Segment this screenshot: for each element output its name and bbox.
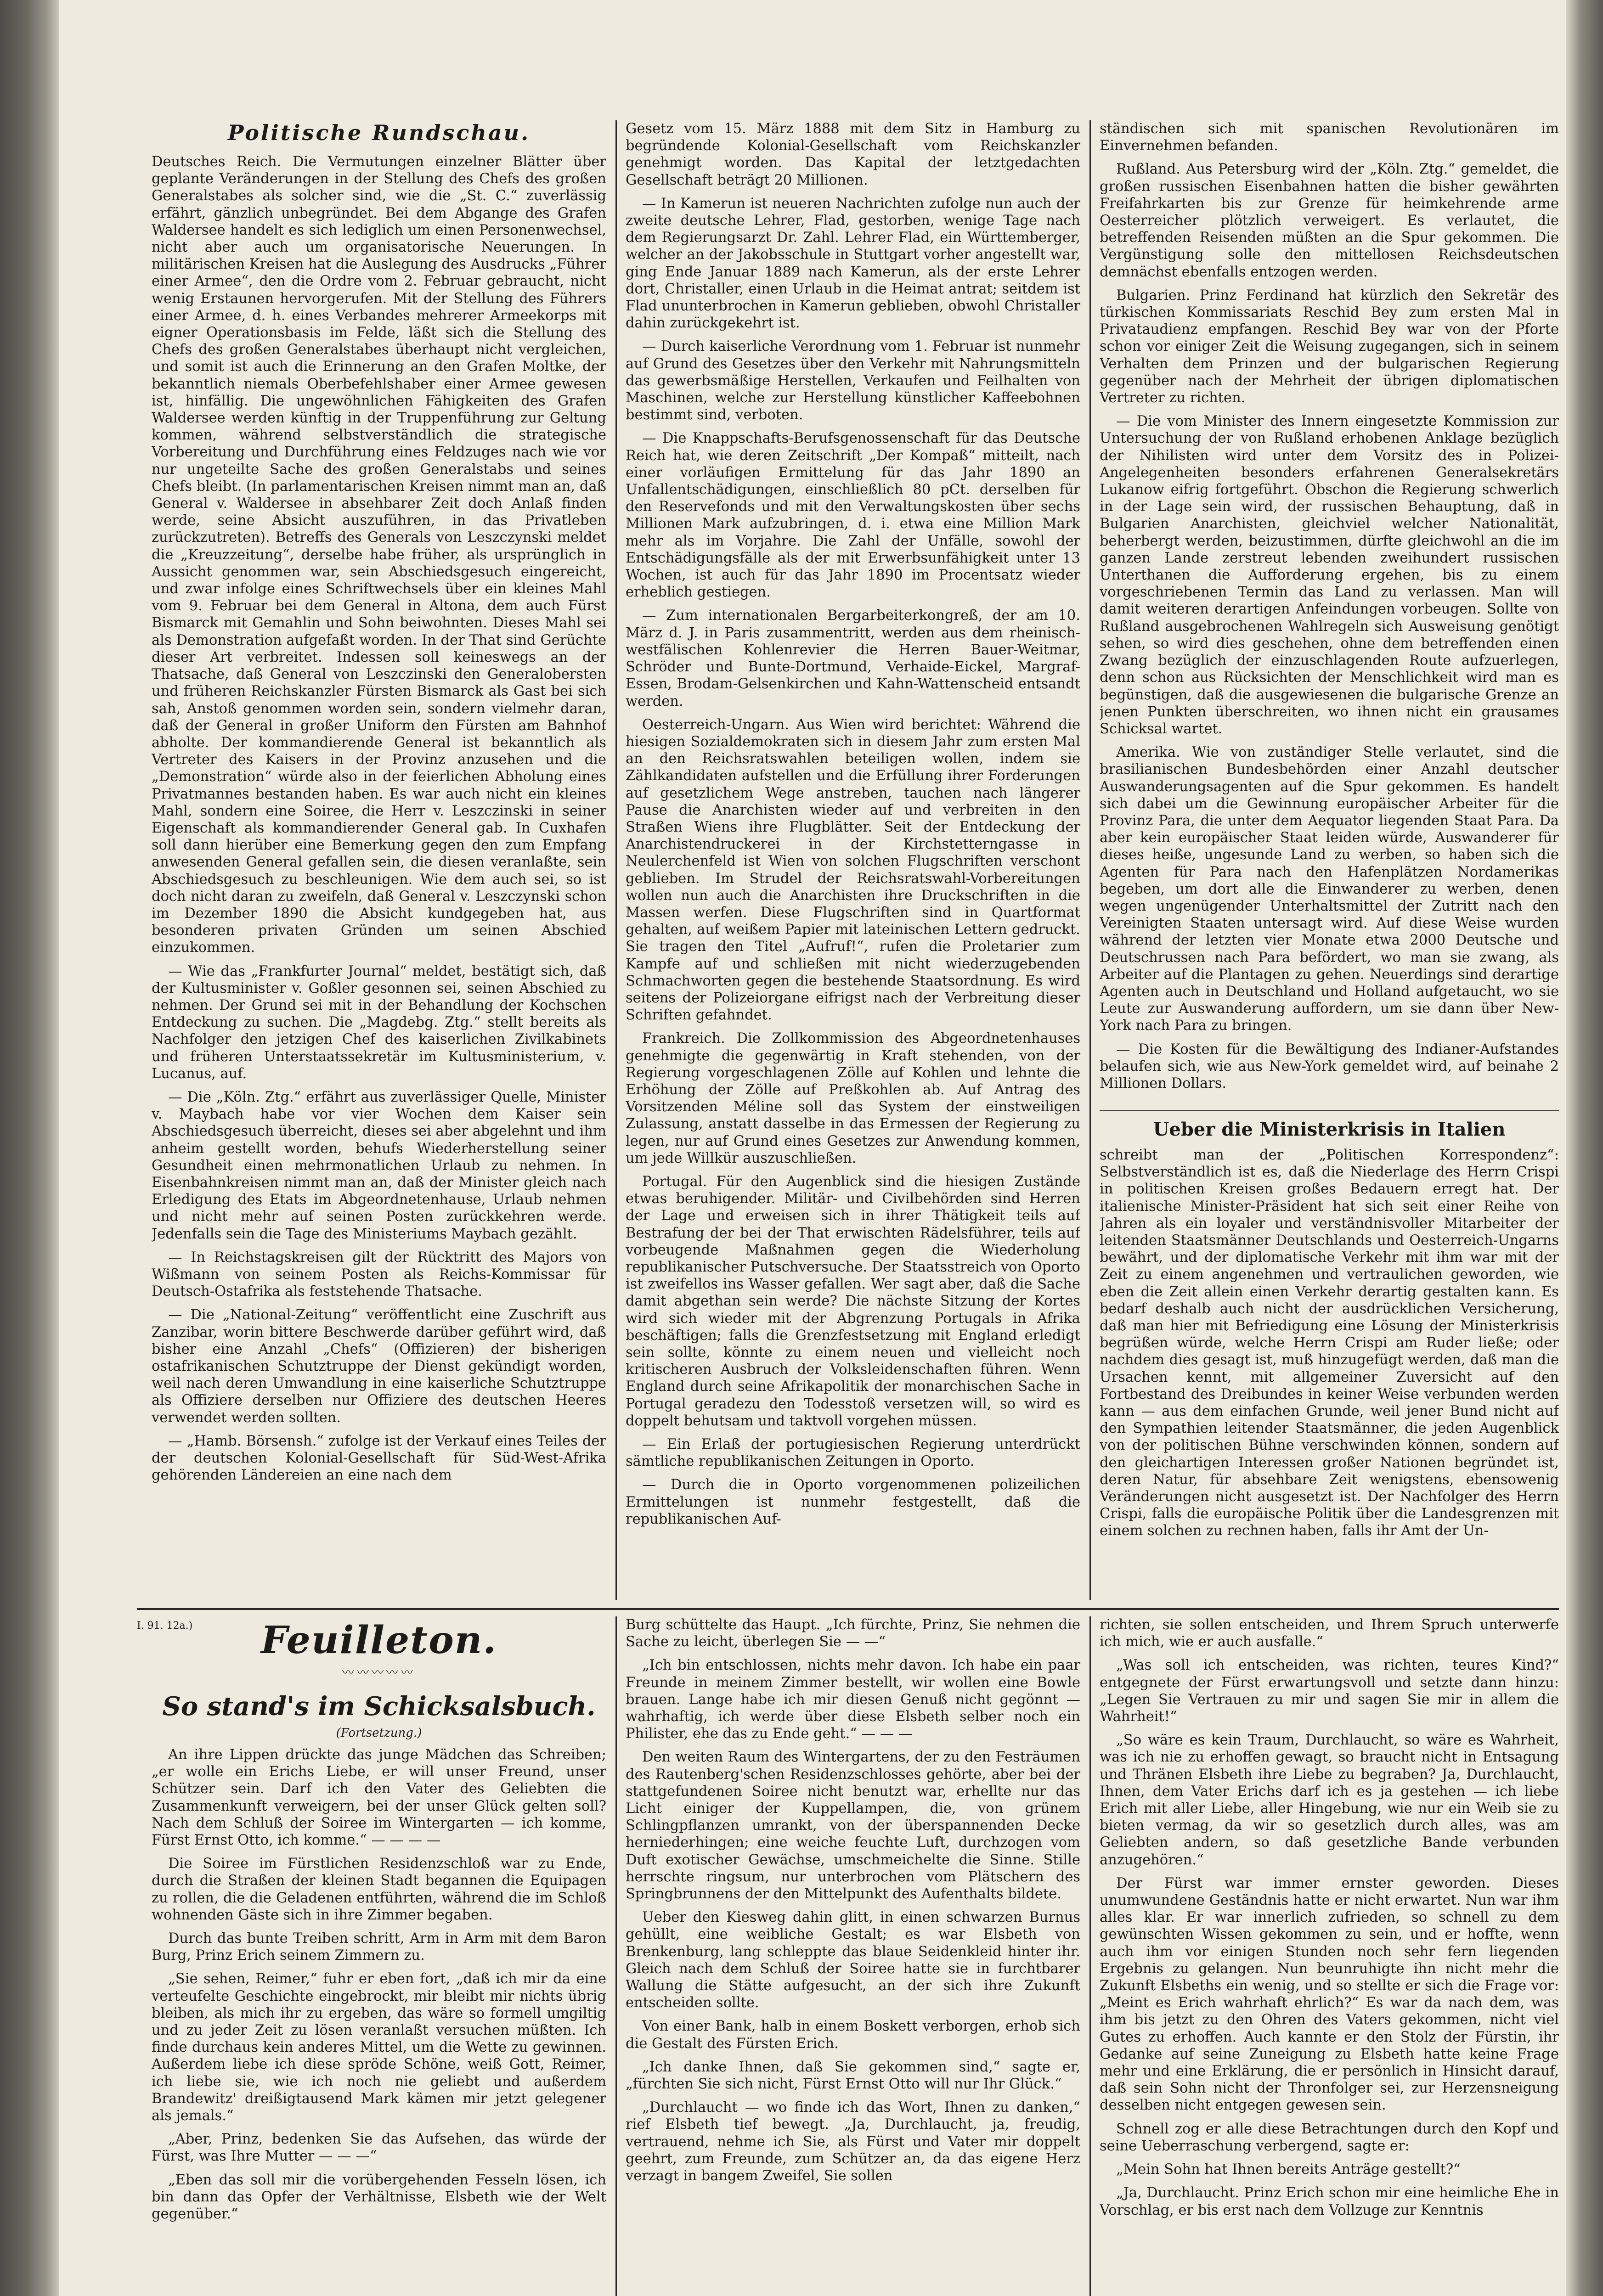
story-paragraph: „Eben das soll mir die vorübergehenden Fesseln lösen, ich bin dann das Opfer der Verhältnisse, Elsbeth wie der Welt gegenüber.“	[152, 2172, 606, 2223]
story-paragraph: Burg schüttelte das Haupt. „Ich fürchte, Prinz, Sie nehmen die Sache zu leicht, überlegen Sie — —“	[626, 1617, 1080, 1650]
feuilleton-divider	[137, 1608, 1559, 1610]
politics-paragraph: — Die Kosten für die Bewältigung des Indianer-Aufstandes belaufen sich, wie aus New-York gemeldet wird, auf beinahe 2 Millionen Dollars.	[1100, 1041, 1559, 1092]
story-paragraph: „Durchlaucht — wo finde ich das Wort, Ihnen zu danken,“ rief Elsbeth tief bewegt. „Ja, Durchlaucht, ja, freudig, vertrauend, nehme ich Sie, als Fürst und Vater mir doppelt geehrt, zum Freunde, zum Schützer an, da das eigene Herz verzagt in bangem Zweifel, Sie sollen	[626, 2099, 1080, 2184]
politics-paragraph: Rußland. Aus Petersburg wird der „Köln. Ztg.“ gemeldet, die großen russischen Eisenbahnen hatten die bisher gewährten Freifahrkarten bis zur Grenze für heimkehrende arme Oesterreicher plötzlich verweigert. Es verlautet, die betreffenden Reisenden müßten an die Spur gekommen. Die Vergünstigung solle den mittellosen Reichsdeutschen demnächst ebenfalls entzogen werden.	[1100, 161, 1559, 280]
story-paragraph: „Aber, Prinz, bedenken Sie das Aufsehen, das würde der Fürst, was Ihre Mutter — — —“	[152, 2131, 606, 2165]
politics-heading: Politische Rundschau.	[227, 120, 531, 145]
story-paragraph: An ihre Lippen drückte das junge Mädchen das Schreiben; „er wolle ein Erichs Liebe, er will unser Freund, unser Schützer sein. Darf ich den Vater des Geliebten die Zusammenkunft verweigern, bei der unser Glück gelten soll? Nach dem Schluß der Soiree im Wintergarten — ich komme, Fürst Ernst Otto, ich komme.“ — — — —	[152, 1747, 606, 1849]
politics-paragraph: — Durch die in Oporto vorgenommenen polizeilichen Ermittelungen ist nunmehr festgestellt, daß die republikanischen Auf-	[626, 1477, 1080, 1527]
politics-paragraph: — „Hamb. Börsensh.“ zufolge ist der Verkauf eines Teiles der der deutschen Kolonial-Gesellschaft für Süd-West-Afrika gehörenden Ländereien an eine nach dem	[152, 1433, 606, 1484]
politics-paragraph: — In Kamerun ist neueren Nachrichten zufolge nun auch der zweite deutsche Lehrer, Flad, gestorben, wenige Tage nach dem Regierungsarzt Dr. Zahl. Lehrer Flad, ein Württemberger, welcher an der Jakobsschule in Stuttgart vorher angestellt war, ging Ende Januar 1889 nach Kamerun, als der erste Lehrer dort, Christaller, einen Urlaub in die Heimat antrat; seitdem ist Flad ununterbrochen in Kamerun geblieben, obwohl Christaller dahin zurückgekehrt ist.	[626, 195, 1080, 332]
politics-paragraph: — Wie das „Frankfurter Journal“ meldet, bestätigt sich, daß der Kultusminister v. Goßler gesonnen sei, seinen Abschied zu nehmen. Der Grund sei mit in der Behandlung der Kochschen Entdeckung zu suchen. Die „Magdebg. Ztg.“ stellt bereits als Nachfolger den jetzigen Chef des kaiserlichen Zivilkabinets und früheren Unterstaatssekretär im Kultusministerium, v. Lucanus, auf.	[152, 963, 606, 1082]
story-paragraph: „Sie sehen, Reimer,“ fuhr er eben fort, „daß ich mir da eine verteufelte Geschichte eingebrockt, mir bleibt mir nichts übrig bleiben, als mich ihr zu ergeben, das wäre so formell umgiltig und zu jeder Zeit zu lösen veranlaßt versuchen müßten. Ich finde durchaus kein anderes Mittel, um die Wette zu gewinnen. Außerdem liebe ich diese spröde Schöne, weiß Gott, Reimer, ich liebe sie, wie ich noch nie geliebt und außerdem Brandewitz' dreißigtausend Mark kämen mir jetzt gelegener als jemals.“	[152, 1971, 606, 2124]
story-paragraph: richten, sie sollen entscheiden, und Ihrem Spruch unterwerfe ich mich, wie er auch ausfalle.“	[1100, 1617, 1559, 1650]
politics-column-1	[152, 120, 606, 1600]
feuilleton-column-1	[152, 1616, 606, 2296]
story-paragraph: „Ich danke Ihnen, daß Sie gekommen sind,“ sagte er, „fürchten Sie sich nicht, Fürst Ernst Otto will nur Ihr Glück.“	[626, 2059, 1080, 2093]
story-paragraph: „Was soll ich entscheiden, was richten, teures Kind?“ entgegnete der Fürst erwartungsvoll und setzte dann hinzu: „Legen Sie Vertrauen zu mir und sagen Sie mir in allem die Wahrheit!“	[1100, 1657, 1559, 1725]
story-paragraph: „Ja, Durchlaucht. Prinz Erich schon mir eine heimliche Ehe in Vorschlag, er bis erst nach dem Vollzuge zur Kenntnis	[1100, 2185, 1559, 2218]
feuilleton-column-2	[626, 1616, 1080, 2296]
continuation-note: (Fortsetzung.)	[336, 1726, 422, 1740]
politics-paragraph: — Die vom Minister des Innern eingesetzte Kommission zur Untersuchung der von Rußland erhobenen Anklage bezüglich der Nihilisten wird unter dem Vorsitz des in Polizei-Angelegenheiten besonders erfahrenen Generalsekretärs Lukanow eifrig fortgeführt. Obschon die Regierung schwerlich in der Lage sein wird, der russischen Behauptung, daß in Bulgarien Anarchisten, gleichviel welcher Nationalität, beherbergt werden, beizustimmen, dürfte gleichwohl an die im ganzen Lande zerstreut lebenden zweihundert russischen Unterthanen die Aufforderung ergehen, bis zu einem vorgeschriebenen Termin das Land zu verlassen. Man will damit weiteren derartigen Anfeindungen vorbeugen. Sollte von Rußland ausgebrochenen Wahlregeln sich Ausweisung genötigt sehen, so wird dies geschehen, ohne dem betreffenden einen Zwang bezüglich der einzuschlagenden Route aufzuerlegen, denn schon aus Rücksichten der Menschlichkeit wird man es begünstigen, daß die ausgewiesenen die bulgarische Grenze an jenen Punkten überschreiten, wo ihnen nicht ein grausames Schicksal wartet.	[1100, 413, 1559, 737]
issue-marker: I. 91. 12a.)	[137, 1620, 193, 1632]
politics-paragraph: ständischen sich mit spanischen Revolutionären im Einvernehmen befanden.	[1100, 121, 1559, 154]
politics-paragraph: Amerika. Wie von zuständiger Stelle verlautet, sind die brasilianischen Bundesbehörden einer Anzahl deutscher Auswanderungsagenten auf die Spur gekommen. Es handelt sich dabei um die Gewinnung europäischer Arbeiter für die Provinz Para, die unter dem Aequator liegenden Staat Para. Da aber kein europäischer Staat leiden würde, Auswanderer für dieses heiße, ungesunde Land zu werben, so haben sich die Agenten für Para nach den Hafenplätzen Nordamerikas begeben, um dort alle die Einwanderer zu werben, denen wegen ungenügender Unterhaltsmittel der Zutritt nach den Vereinigten Staaten untersagt wird. Auf diese Weise wurden während der letzten vier Monate etwa 2000 Deutsche und Deutschrussen nach Para befördert, wo man sie zwang, als Arbeiter auf die Plantagen zu gehen. Neuerdings sind derartige Agenten auch in Deutschland und Holland aufgetaucht, wo sie Leute zur Auswanderung auffordern, um sie dann über New-York nach Para zu bringen.	[1100, 744, 1559, 1034]
politics-paragraph: — Die „National-Zeitung“ veröffentlicht eine Zuschrift aus Zanzibar, worin bittere Beschwerde darüber geführt wird, daß bisher eine Anzahl „Chefs“ (Offizieren) der bisherigen ostafrikanischen Schutztruppe der Dienst gekündigt worden, weil nach deren Umwandlung in eine kaiserliche Schutztruppe als Offiziere derselben nur Offiziere des deutschen Heeres verwendet werden sollten.	[152, 1307, 606, 1426]
story-paragraph: „Mein Sohn hat Ihnen bereits Anträge gestellt?“	[1116, 2161, 1461, 2178]
italy-heading: Ueber die Ministerkrisis in Italien	[1153, 1119, 1506, 1140]
politics-column-2	[626, 120, 1080, 1600]
politics-paragraph: Deutsches Reich. Die Vermutungen einzelner Blätter über geplante Veränderungen in der Stellung des Chefs des großen Generalstabes als solcher sind, wie die „St. C.“ zuverlässig erfährt, gänzlich unbegründet. Bei dem Abgange des Grafen Waldersee handelt es sich lediglich um einen Personenwechsel, nicht aber auch um organisatorische Neuerungen. In militärischen Kreisen hat die Auslegung des Ausdrucks „Führer einer Armee“, den die Ordre vom 2. Februar gebraucht, nicht wenig Erstaunen hervorgerufen. Mit der Stellung des Führers einer Armee, d. h. eines Verbandes mehrerer Armeekorps mit eigner Operationsbasis im Felde, läßt sich die Stellung des Chefs des großen Generalstabes überhaupt nicht vergleichen, und somit ist auch die Erinnerung an den Grafen Moltke, der bekanntlich niemals Oberbefehlshaber einer Armee gewesen ist, hinfällig. Die ungewöhnlichen Fähigkeiten des Grafen Waldersee werden künftig in der Truppenführung zur Geltung kommen, während selbstverständlich die strategische Vorbereitung und Durchführung eines Feldzuges nach wie vor nur ungeteilte Sache des großen Generalstabs und seines Chefs bleibt. (In parlamentarischen Kreisen nimmt man an, daß General v. Waldersee in absehbarer Zeit doch Anlaß finden werde, seine Absicht auszuführen, in das Privatleben zurückzutreten). Betreffs des Generals von Leszczynski meldet die „Kreuzzeitung“, derselbe habe früher, als ursprünglich in Aussicht genommen war, sein Abschiedsgesuch eingereicht, und zwar infolge eines Schriftwechsels über ein kleines Mahl vom 9. Februar bei dem General in Altona, dem auch Fürst Bismarck mit Gemahlin und Sohn beiwohnten. Dieses Mahl sei als Demonstration aufgefaßt worden. In der That sind Gerüchte dieser Art verbreitet. Indessen soll keineswegs an der Thatsache, daß General von Leszczinski den Generalobersten und früheren Reichskanzler Fürsten Bismarck als Gast bei sich sah, Anstoß genommen worden sein, sondern vielmehr daran, daß der General in großer Uniform den Fürsten am Bahnhof abholte. Der kommandierende General ist bekanntlich als Vertreter des Kaisers in der Provinz anzusehen und die „Demonstration“ würde also in der feierlichen Abholung eines Privatmannes bestanden haben. Es war auch nicht ein kleines Mahl, sondern eine Soiree, die Herr v. Leszczinski in seiner Eigenschaft als kommandierender General gab. In Cuxhafen soll dann hierüber eine Bemerkung gegen den zum Empfang anwesenden General gefallen sein, die diesen veranlaßte, sein Abschiedsgesuch zu beschleunigen. Wie dem auch sei, so ist doch nicht daran zu zweifeln, daß General v. Leszczynski schon im Dezember 1890 die Absicht kundgegeben hat, aus besonderen privaten Gründen um seinen Abschied einzukommen.	[152, 154, 606, 956]
story-paragraph: Ueber den Kiesweg dahin glitt, in einen schwarzen Burnus gehüllt, eine weibliche Gestalt; es war Elsbeth von Brenkenburg, lang schleppte das blaue Seidenkleid hinter ihr. Gleich nach dem Schluß der Soiree hatte sie in furchtbarer Wallung die Stätte aufgesucht, an der sich ihre Zukunft entscheiden sollte.	[626, 1909, 1080, 2011]
politics-paragraph: Portugal. Für den Augenblick sind die hiesigen Zustände etwas beruhigender. Militär- und Civilbehörden sind Herren der Lage und erweisen sich in ihrer Thätigkeit teils auf Bestrafung der bei der That erwischten Rädelsführer, teils auf vorbeugende Maßnahmen gegen die Wiederholung republikanischer Putschversuche. Der Staatsstreich von Oporto ist zweifellos ins Wasser gefallen. Wer sagt aber, daß die Sache damit abgethan sein werde? Die nächste Sitzung der Kortes wird sich wieder mit der Abgrenzung Portugals in Afrika beschäftigen; falls die Grenzfestsetzung mit England erledigt sein sollte, könnte zu einem neuen und vielleicht noch kritischeren Ausbruch der Volksleidenschaften führen. Wenn England durch seine Afrikapolitik der monarchischen Sache in Portugal geradezu den Todesstoß versetzen will, so wird es doppelt behutsam und taktvoll vorgehen müssen.	[626, 1173, 1080, 1429]
italy-article	[1100, 1115, 1559, 1600]
politics-paragraph: — Zum internationalen Bergarbeiterkongreß, der am 10. März d. J. in Paris zusammentritt, werden aus dem rheinisch-westfälischen Kohlenrevier die Herren Bauer-Weitmar, Schröder und Bunte-Dortmund, Verhaide-Eickel, Margraf-Essen, Brodam-Gelsenkirchen und Kahn-Wattenscheid entsandt werden.	[626, 608, 1080, 709]
binding-left-shadow	[0, 0, 59, 2296]
politics-paragraph: Bulgarien. Prinz Ferdinand hat kürzlich den Sekretär des türkischen Kommissariats Reschid Bey zum ersten Mal in Privataudienz empfangen. Reschid Bey war von der Pforte schon vor einiger Zeit die Weisung zugegangen, sich in seinem Verhalten dem Prinzen und der bulgarischen Regierung gegenüber nach der Mehrheit der übrigen diplomatischen Vertreter zu richten.	[1100, 287, 1559, 406]
story-paragraph: Die Soiree im Fürstlichen Residenzschloß war zu Ende, durch die Straßen der kleinen Stadt begannen die Equipagen zu rollen, die die Geladenen entführten, während die im Schloß wohnenden Gäste sich in ihre Zimmer begaben.	[152, 1856, 606, 1923]
column-rule	[615, 120, 617, 1600]
italy-paragraph: schreibt man der „Politischen Korrespondenz“: Selbstverständlich ist es, daß die Niederlage des Herrn Crispi in politischen Kreisen großes Bedauern erregt hat. Der italienische Minister-Präsident hat sich seit einer Reihe von Jahren als ein loyaler und verständnisvoller Mitarbeiter der leitenden Staatsmänner Deutschlands und Oesterreich-Ungarns bewährt, und der diplomatische Verkehr mit ihm war mit der Zeit zu einem angenehmen und vertraulichen geworden, wie eben die Zeit allein einen Verkehr derartig gestalten kann. Es bedarf deshalb auch nicht der ausdrücklichen Versicherung, daß man hier mit Befriedigung eine Lösung der Ministerkrisis begrüßen würde, welche Herrn Crispi am Ruder ließe; oder nachdem dies gesagt ist, muß hinzugefügt werden, daß man die Ursachen kennt, mit allgemeiner Zuversicht auf den Fortbestand des Dreibundes in keiner Weise verbunden werden kann — aus dem einfachen Grunde, weil jener Bund nicht auf den Sympathien leitender Staatsmänner, die jeden Augenblick von der politischen Bühne verschwinden können, sondern auf den gleichartigen Interessen großer Nationen begründet ist, deren Natur, für absehbare Zeit wenigstens, ebensowenig Veränderungen nicht ausgesetzt ist. Der Nachfolger des Herrn Crispi, falls die europäische Politik über die Landesgrenzen mit einem solchen zu rechnen haben, falls ihr Amt der Un-	[1100, 1147, 1559, 1539]
title-ornament: 〰〰〰〰〰	[342, 1666, 416, 1680]
story-paragraph: „Ich bin entschlossen, nichts mehr davon. Ich habe ein paar Freunde in meinem Zimmer bestellt, wir wollen eine Bowle brauen. Lange habe ich mir diesen Genuß nicht gegönnt — wahrhaftig, ich werde über diese Elsbeth selber noch ein Philister, ehe das zu Ende geht.“ — — —	[626, 1657, 1080, 1742]
politics-paragraph: Frankreich. Die Zollkommission des Abgeordnetenhauses genehmigte die gegenwärtig in Kraft stehenden, von der Regierung vorgeschlagenen Zölle auf Kohlen und lehnte die Erhöhung der Zölle auf Preßkohlen ab. Auf Antrag des Vorsitzenden Méline soll das System der einstweiligen Zulassung, anstatt dasselbe in das Ermessen der Regierung zu legen, nur auf Grund eines Gesetzes zur Anwendung kommen, um jede Willkür auszuschließen.	[626, 1030, 1080, 1166]
column-rule	[1089, 120, 1091, 1600]
politics-paragraph: — In Reichstagskreisen gilt der Rücktritt des Majors von Wißmann von seinem Posten als Reichs-Kommissar für Deutsch-Ostafrika als feststehende Thatsache.	[152, 1249, 606, 1300]
politics-paragraph: — Die „Köln. Ztg.“ erfährt aus zuverlässiger Quelle, Minister v. Maybach habe vor vier Wochen dem Kaiser sein Abschiedsgesuch überreicht, dieses sei aber abgelehnt und ihm anheim gestellt worden, behufs Wiederherstellung seiner Gesundheit einen mehrmonatlichen Urlaub zu nehmen. In Eisenbahnkreisen nimmt man an, daß der Minister gleich nach Erledigung des Etats im Abgeordnetenhause, Urlaub nehmen und nicht mehr auf seinen Posten zurückkehren werde. Jedenfalls sein die Tage des Ministeriums Maybach gezählt.	[152, 1089, 606, 1242]
politics-paragraph: Oesterreich-Ungarn. Aus Wien wird berichtet: Während die hiesigen Sozialdemokraten sich in diesem Jahr zum ersten Mal an den Reichsratswahlen beteiligen wollen, indem sie Zählkandidaten aufstellen und die Erfüllung ihrer Forderungen auf gesetzlichem Wege anstreben, tauchen nach längerer Pause die Anarchisten wieder auf und verbreiten in den Straßen Wiens ihre Flugblätter. Seit der Entdeckung der Anarchistendruckerei in der Kirchstetterngasse in Neulerchenfeld ist Wien von solchen Flugschriften verschont geblieben. Im Strudel der Reichsratswahl-Vorbereitungen wollen nun auch die Anarchisten ihre Druckschriften in die Massen werfen. Diese Flugschriften sind in Quartformat gehalten, auf weißem Papier mit lateinischen Lettern gedruckt. Sie tragen den Titel „Aufruf!“, rufen die Proletarier zum Kampfe auf und schließen mit nicht wiederzugebenden Schmachworten gegen die bestehende Staatsordnung. Es wird seitens der Polizeiorgane eifrigst nach der Verbreitung dieser Schriften gefahndet.	[626, 716, 1080, 1024]
politics-paragraph: — Durch kaiserliche Verordnung vom 1. Februar ist nunmehr auf Grund des Gesetzes über den Verkehr mit Nahrungsmitteln das gewerbsmäßige Herstellen, Verkaufen und Feilhalten von Maschinen, welche zur Herstellung künstlicher Kaffeebohnen bestimmt sind, verboten.	[626, 338, 1080, 423]
binding-right-shadow	[1566, 0, 1603, 2296]
feuilleton-title: Feuilleton.	[261, 1618, 497, 1662]
story-paragraph: Durch das bunte Treiben schritt, Arm in Arm mit dem Baron Burg, Prinz Erich seinem Zimmern zu.	[152, 1930, 606, 1964]
section-rule	[1100, 1110, 1559, 1111]
story-paragraph: Den weiten Raum des Wintergartens, der zu den Festräumen des Rautenberg'schen Residenzschlosses gehörte, aber bei der stattgefundenen Soiree nicht benutzt war, erhellte nur das Licht einiger der Kuppellampen, die, von grünem Schlingpflanzen umrankt, von der überspannenden Decke herniederhingen; eine weiche feuchte Luft, durchzogen vom Duft exotischer Gewächse, umschmeichelte die Sinne. Stille herrschte ringsum, nur unterbrochen vom Plätschern des Springbrunnens der den Mittelpunkt des Aufenthalts bildete.	[626, 1749, 1080, 1902]
politics-paragraph: — Ein Erlaß der portugiesischen Regierung unterdrückt sämtliche republikanischen Zeitungen in Oporto.	[626, 1436, 1080, 1470]
story-paragraph: Der Fürst war immer ernster geworden. Dieses unumwundene Geständnis hatte er nicht erwartet. Nun war ihm alles klar. Er war innerlich zufrieden, so schnell zu dem gewünschten Wissen gekommen zu sein, und er hoffte, wenn auch ihm vor einigen Stunden noch sehr fern liegenden Ergebnis zu gelangen. Nun beunruhigte ihn nicht mehr die Zukunft Elsbeths ein wenig, und so stellte er sich die Frage vor: „Meint es Erich wahrhaft ehrlich?“ Es war da nach dem, was ihm bis jetzt zu den Ohren des Vaters gekommen, nicht viel Gutes zu erhoffen. Auch kannte er den Stolz der Fürstin, ihr Gedanke auf seine Zuneigung zu Elsbeth hatte keine Frage mehr und eine Erklärung, die er persönlich in Hinsicht darauf, daß sein Sohn nicht der Thronfolger sei, zur Herzensneigung desselben nicht entgegen gewesen sein.	[1100, 1875, 1559, 2114]
feuilleton-column-3	[1100, 1616, 1559, 2296]
politics-column-3	[1100, 120, 1559, 1105]
story-title: So stand's im Schicksalsbuch.	[162, 1691, 596, 1722]
column-rule	[615, 1616, 617, 2296]
politics-paragraph: Gesetz vom 15. März 1888 mit dem Sitz in Hamburg zu begründende Kolonial-Gesellschaft vom Reichskanzler genehmigt worden. Das Kapital der letztgedachten Gesellschaft beträgt 20 Millionen.	[626, 121, 1080, 188]
story-paragraph: Von einer Bank, halb in einem Boskett verborgen, erhob sich die Gestalt des Fürsten Erich.	[626, 2018, 1080, 2052]
politics-paragraph: — Die Knappschafts-Berufsgenossenschaft für das Deutsche Reich hat, wie deren Zeitschrift „Der Kompaß“ mitteilt, nach einer vorläufigen Ermittelung für das Jahr 1890 an Unfallentschädigungen, einschließlich 80 pCt. derselben für den Reservefonds und mit den Verwaltungskosten über sechs Millionen Mark aufzubringen, d. i. etwa eine Million Mark mehr als im Vorjahre. Die Zahl der Unfälle, sowohl der Entschädigungsfälle als der mit Erwerbsunfähigkeit unter 13 Wochen, ist auch für das Jahr 1890 im Procentsatz wieder erheblich gestiegen.	[626, 430, 1080, 601]
column-rule	[1089, 1616, 1091, 2296]
story-paragraph: „So wäre es kein Traum, Durchlaucht, so wäre es Wahrheit, was ich nie zu erhoffen gewagt, so braucht nicht in Entsagung und Thränen Elsbeth ihre Liebe zu begraben? Ja, Durchlaucht, Ihnen, dem Vater Erichs darf ich es ja gestehen — ich liebe Erich mit aller Liebe, aller Hingebung, wie nur ein Weib sie zu bieten vermag, da wir so gesetzlich durch alles, was am Geliebten andern, so daß gesetzliche Bande verbunden anzugehören.“	[1100, 1732, 1559, 1868]
story-paragraph: Schnell zog er alle diese Betrachtungen durch den Kopf und seine Ueberraschung verbergend, sagte er:	[1100, 2121, 1559, 2154]
